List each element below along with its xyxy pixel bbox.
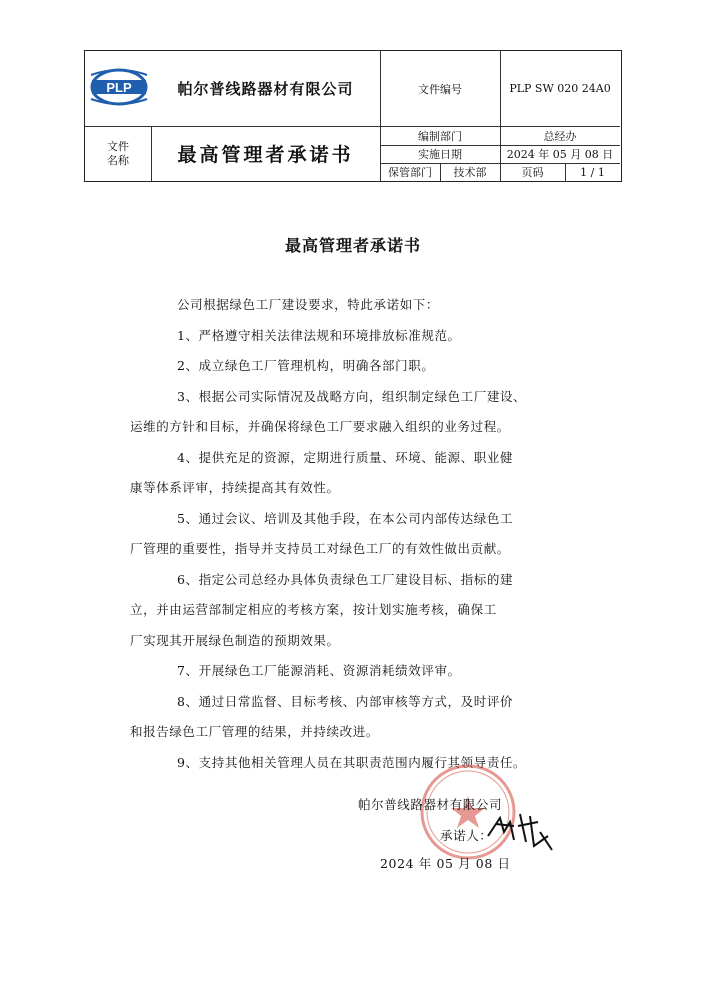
document-header-table bbox=[84, 50, 622, 182]
page-value: 1 / 1 bbox=[580, 165, 605, 179]
prepared-dept-value: 总经办 bbox=[543, 129, 577, 143]
commitment-line: 厂实现其开展绿色制造的预期效果。 bbox=[130, 632, 340, 648]
commitment-line: 2、成立绿色工厂管理机构，明确各部门职。 bbox=[177, 358, 435, 373]
handwritten-signature-icon bbox=[480, 796, 560, 856]
signoff-company: 帕尔普线路器材有限公司 bbox=[358, 797, 503, 812]
commitment-line: 5、通过会议、培训及其他手段，在本公司内部传达绿色工 bbox=[177, 510, 514, 526]
page-label: 页码 bbox=[521, 166, 544, 179]
commitment-line: 和报告绿色工厂管理的结果，并持续改进。 bbox=[130, 724, 379, 739]
commitment-line: 康等体系评审，持续提高其有效性。 bbox=[130, 480, 340, 495]
effective-date-value: 2024 年 05 月 08 日 bbox=[506, 148, 614, 161]
commitment-line: 9、支持其他相关管理人员在其职责范围内履行其领导责任。 bbox=[177, 754, 527, 770]
doc-number-value: PLP SW 020 24A0 bbox=[509, 82, 611, 95]
commitment-line: 7、开展绿色工厂能源消耗、资源消耗绩效评审。 bbox=[177, 663, 461, 678]
document-title: 最高管理者承诺书 bbox=[284, 236, 421, 255]
file-name-label-line2: 名称 bbox=[107, 153, 129, 167]
file-name-label-line1: 文件 bbox=[107, 139, 129, 153]
commitment-line: 运维的方针和目标，并确保将绿色工厂要求融入组织的业务过程。 bbox=[130, 419, 510, 434]
intro-line: 公司根据绿色工厂建设要求，特此承诺如下： bbox=[177, 297, 440, 312]
signoff-promisor-label: 承诺人： bbox=[440, 828, 493, 843]
custody-dept-value: 技术部 bbox=[453, 166, 487, 179]
doc-number-label: 文件编号 bbox=[418, 82, 462, 96]
custody-dept-label: 保管部门 bbox=[388, 166, 432, 179]
commitment-line: 8、通过日常监督、目标考核、内部审核等方式，及时评价 bbox=[177, 693, 514, 709]
signoff-date: 2024 年 05 月 08 日 bbox=[380, 856, 511, 871]
effective-date-label: 实施日期 bbox=[418, 148, 462, 161]
commitment-line: 4、提供充足的资源，定期进行质量、环境、能源、职业健 bbox=[177, 449, 514, 465]
commitment-line: 厂管理的重要性，指导并支持员工对绿色工厂的有效性做出贡献。 bbox=[130, 541, 510, 556]
file-name-value: 最高管理者承诺书 bbox=[177, 144, 354, 166]
svg-text:PLP: PLP bbox=[106, 80, 132, 95]
commitment-line: 6、指定公司总经办具体负责绿色工厂建设目标、指标的建 bbox=[177, 571, 514, 587]
commitment-line: 1、严格遵守相关法律法规和环境排放标准规范。 bbox=[177, 327, 461, 343]
file-name-label bbox=[85, 126, 151, 181]
commitment-line: 3、根据公司实际情况及战略方向，组织制定绿色工厂建设、 bbox=[177, 388, 527, 404]
company-name: 帕尔普线路器材有限公司 bbox=[177, 80, 354, 98]
prepared-dept-label: 编制部门 bbox=[418, 129, 462, 143]
plp-logo-icon bbox=[89, 67, 149, 107]
commitment-line: 立，并由运营部制定相应的考核方案，按计划实施考核，确保工 bbox=[130, 602, 497, 617]
